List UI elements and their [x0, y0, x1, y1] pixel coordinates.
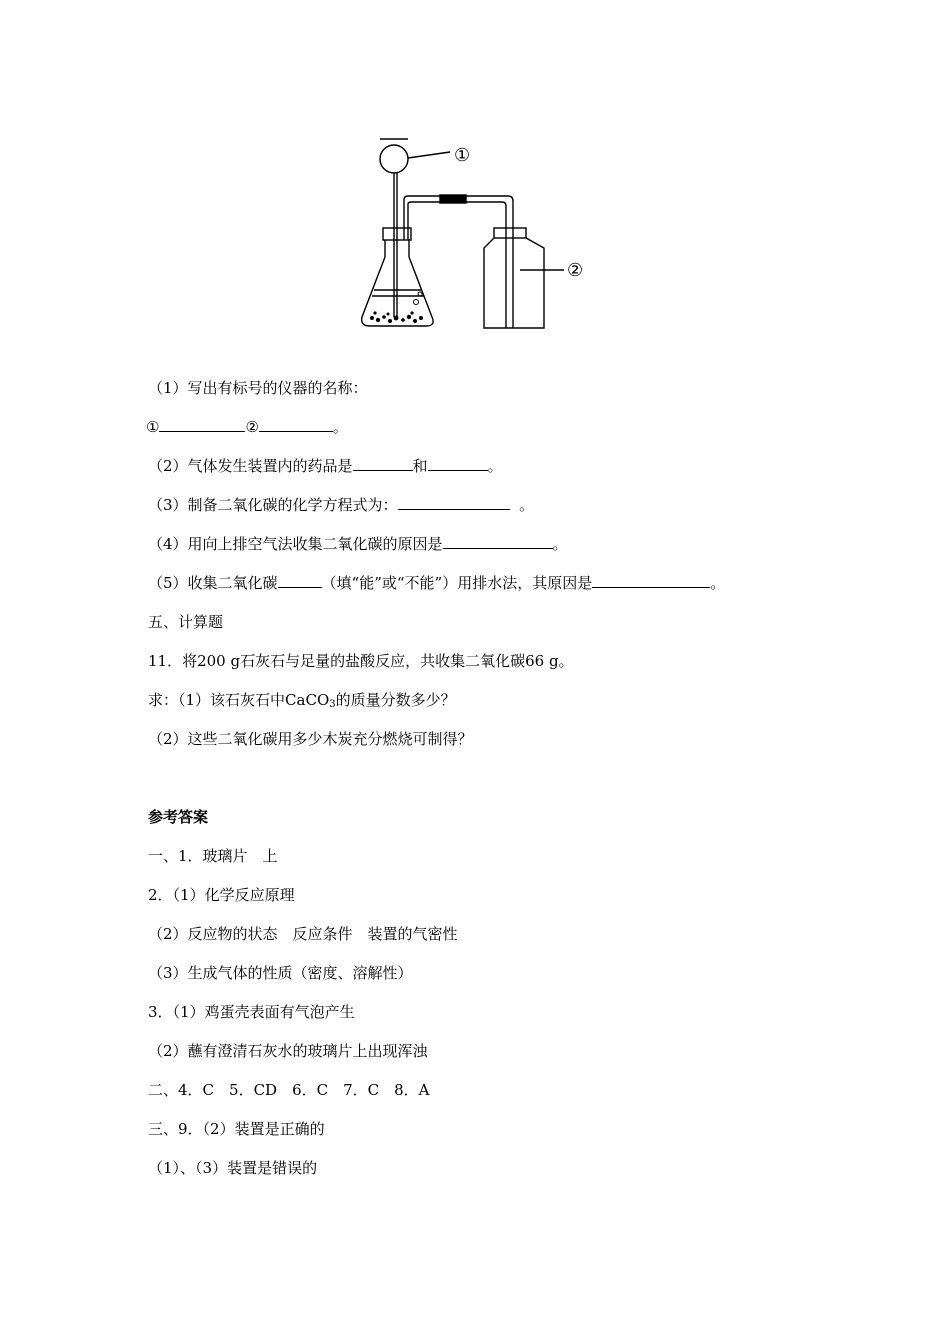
blank-reagent-2[interactable]: [428, 456, 488, 471]
answer-line: 二、4．C 5．CD 6．C 7．C 8．A: [148, 1081, 430, 1099]
answer-line: 2．（1）化学反应原理: [148, 886, 295, 904]
co2-apparatus-diagram: [350, 132, 610, 342]
blank-instrument-1[interactable]: [159, 417, 245, 432]
blank-reason[interactable]: [443, 534, 553, 549]
answers-title: 参考答案: [148, 808, 209, 826]
answer-line: （3）生成气体的性质（密度、溶解性）: [148, 964, 413, 982]
blank-instrument-2[interactable]: [259, 417, 333, 432]
blank-can-or-cannot[interactable]: [278, 573, 322, 588]
answer-line: 3．（1）鸡蛋壳表面有气泡产生: [148, 1003, 355, 1021]
answer-line: （1）、（3）装置是错误的: [148, 1159, 318, 1177]
blank-water-reason[interactable]: [592, 573, 710, 588]
section-calculation-heading: 五、计算题: [148, 613, 224, 631]
label-1: ①: [454, 145, 471, 166]
q10-part4: （4）用向上排空气法收集二氧化碳的原因是 。: [148, 535, 568, 553]
q10-part3: （3）制备二氧化碳的化学方程式为： 。: [148, 496, 535, 514]
q11-ask2: （2）这些二氧化碳用多少木炭充分燃烧可制得？: [148, 730, 473, 748]
q10-part1-blanks: ① ② 。: [146, 418, 348, 436]
blank-reagent-1[interactable]: [353, 456, 413, 471]
apparatus-figure: [350, 132, 610, 342]
q10-part1: （1）写出有标号的仪器的名称：: [148, 379, 368, 397]
answer-line: 三、9．（2）装置是正确的: [148, 1120, 325, 1138]
blank-equation[interactable]: [398, 495, 510, 510]
q10-part5: （5）收集二氧化碳 （填“能”或“不能”）用排水法，其原因是 。: [148, 574, 726, 592]
q11-stem: 11．将200 g石灰石与足量的盐酸反应，共收集二氧化碳66 g。: [148, 652, 574, 670]
q11-ask1: 求：（1）该石灰石中CaCO$_3$的质量分数多少？: [148, 691, 456, 710]
answer-line: （2）蘸有澄清石灰水的玻璃片上出现浑浊: [148, 1042, 428, 1060]
answer-line: （2）反应物的状态 反应条件 装置的气密性: [148, 925, 458, 943]
answer-line: 一、1．玻璃片 上: [148, 847, 278, 865]
label-2: ②: [567, 260, 584, 281]
q10-part2: （2）气体发生装置内的药品是 和 。: [148, 457, 503, 475]
